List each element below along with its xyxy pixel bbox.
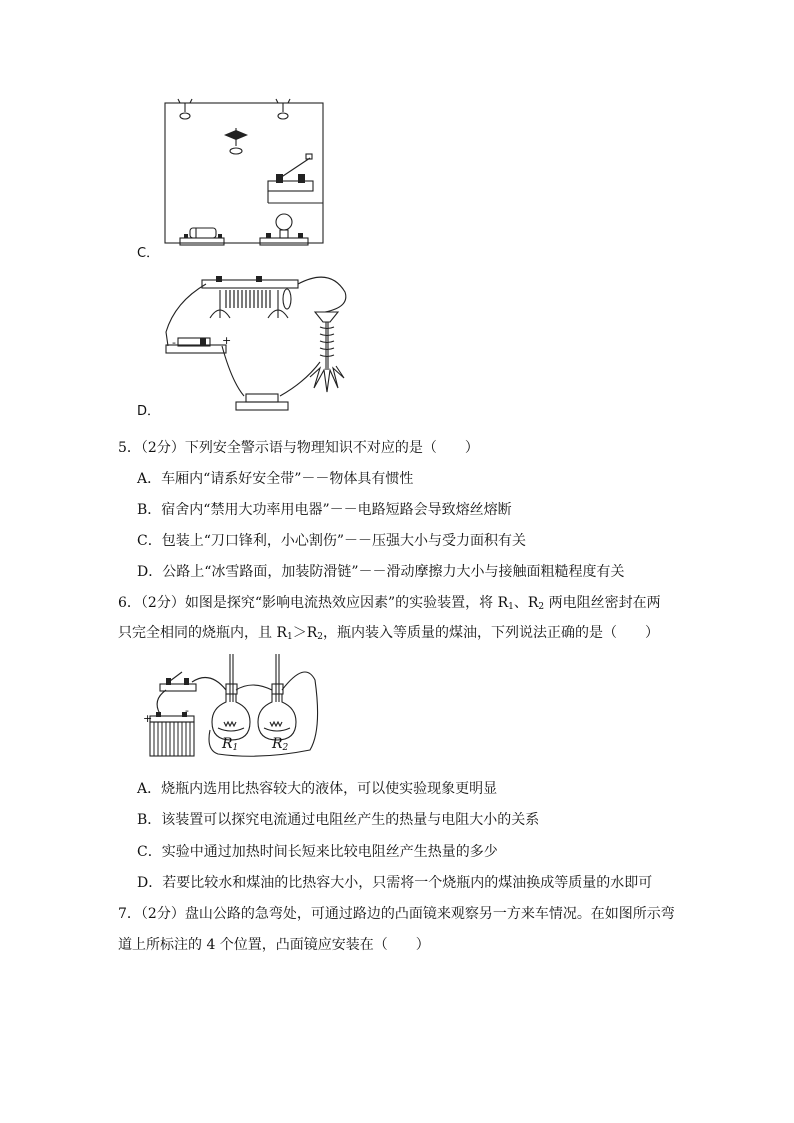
question-5-stem: 5．（2分）下列安全警示语与物理知识不对应的是（ ） <box>118 440 479 456</box>
lamp-left-icon <box>178 99 192 119</box>
question-7-stem-line1: 7．（2分）盘山公路的急弯处，可通过路边的凸面镜来观察另一方来车情况。在如图所示弯 <box>118 906 675 922</box>
q5-option-b: B．宿舍内“禁用大功率用电器”－－电路短路会导致熔丝熔断 <box>137 502 512 518</box>
q6-battery-plus: + <box>143 712 153 725</box>
q6-option-b: B．该装置可以探究电流通过电阻丝产生的热量与电阻大小的关系 <box>137 812 540 828</box>
figure-c-label: C． <box>137 246 160 261</box>
q5-option-a: A．车厢内“请系好安全带”－－物体具有惯性 <box>137 471 414 487</box>
figure-d-label: D． <box>137 404 161 419</box>
knife-switch-icon <box>268 154 313 191</box>
question-6-stem-line2: 只完全相同的烧瓶内，且 $R_1>R_2$，瓶内装入等质量的煤油，下列说法正确的是（ ） <box>118 625 660 642</box>
question-7-stem-line2: 道上所标注的 4 个位置，凸面镜应安装在（ ） <box>118 937 430 953</box>
resistor-r2-label: $R_2$ <box>272 736 289 753</box>
q6-battery-icon <box>150 712 194 756</box>
electromagnet-icon <box>202 276 298 318</box>
question-6-stem-line1: 6．（2分）如图是探究“影响电流热效应因素”的实验装置，将 $R_1$、$R_2$ 两电阻丝密封在两 <box>118 595 661 612</box>
q6-option-d: D．若要比较水和煤油的比热容大小，只需将一个烧瓶内的煤油换成等质量的水即可 <box>137 875 653 891</box>
q5-option-d: D．公路上“冰雪路面，加装防滑链”－－滑动摩擦力大小与接触面粗糙程度有关 <box>137 564 625 580</box>
figure-c-circuit <box>160 98 330 258</box>
battery-plus-sign: + <box>222 334 232 347</box>
light-bulb-icon <box>260 214 308 245</box>
iron-nail-icon <box>310 312 344 392</box>
q6-switch-icon <box>160 672 196 691</box>
q6-option-a: A．烧瓶内选用比热容较大的液体，可以使实验现象更明显 <box>137 781 498 797</box>
resistor-r1-label: $R_1$ <box>222 736 239 753</box>
switch-icon <box>236 394 288 410</box>
q6-battery-minus: - <box>185 704 189 717</box>
lamp-right-icon <box>276 99 290 119</box>
battery-minus-sign: - <box>172 336 176 349</box>
flask-r1-icon <box>212 654 250 740</box>
compass-needle-icon <box>224 128 248 154</box>
figure-d-circuit <box>160 272 360 417</box>
flask-r2-icon <box>258 654 296 740</box>
q6-option-c: C．实验中通过加热时间长短来比较电阻丝产生热量的多少 <box>137 844 498 860</box>
q5-option-c: C．包装上“刀口锋利，小心割伤”－－压强大小与受力面积有关 <box>137 533 527 549</box>
